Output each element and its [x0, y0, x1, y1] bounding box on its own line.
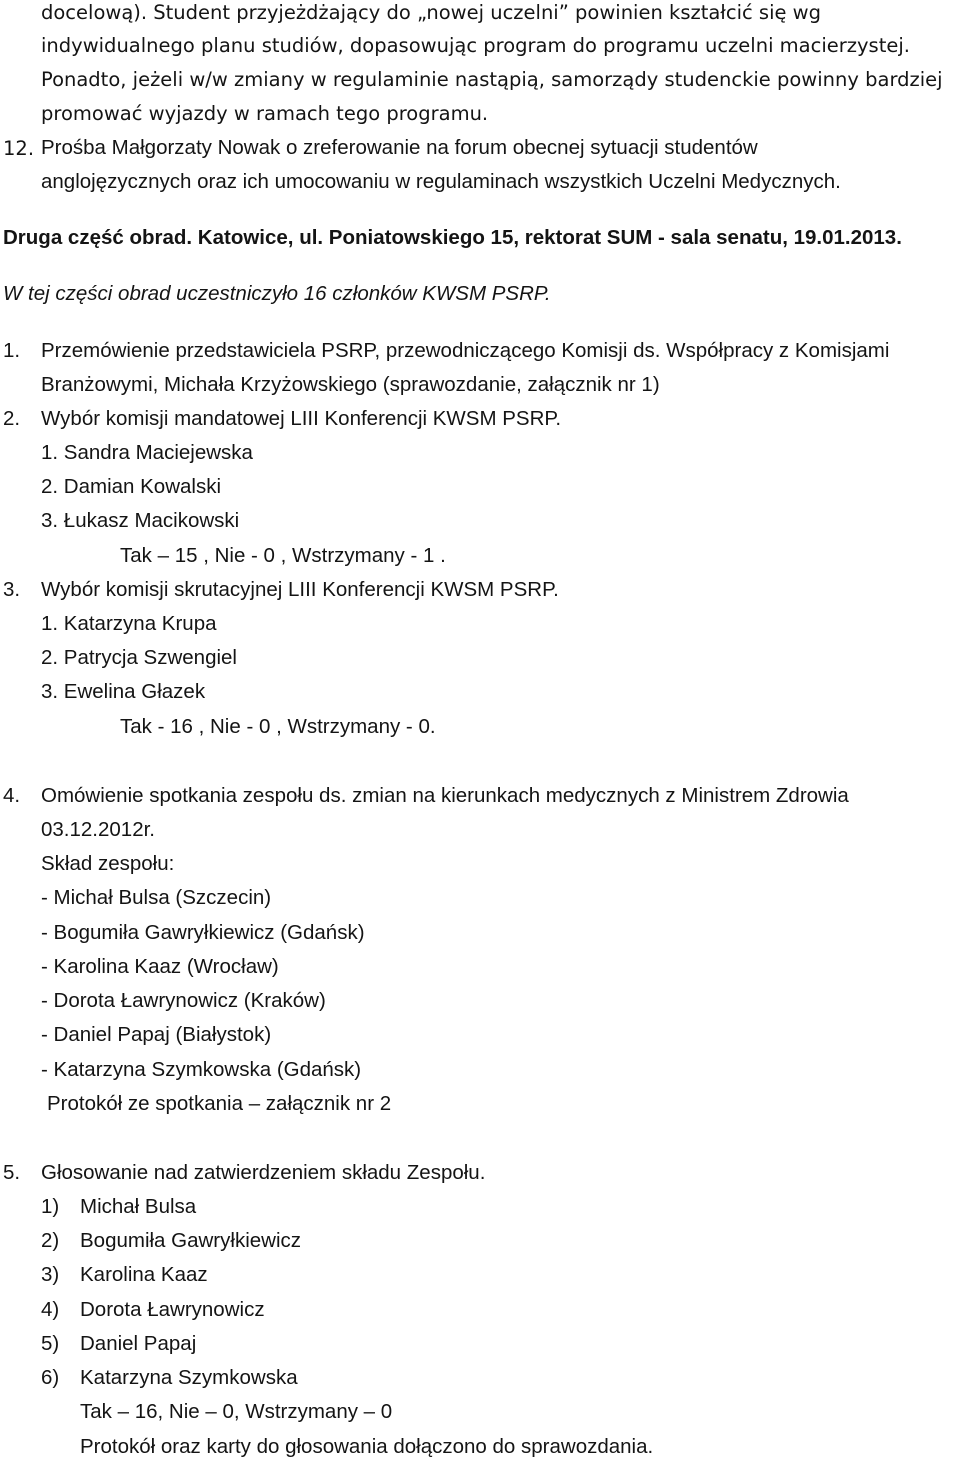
protocol-attachment-note: Protokół ze spotkania – załącznik nr 2	[47, 1092, 392, 1115]
intro-line-3: Ponadto, jeżeli w/w zmiany w regulaminie nastąpią, samorządy studenckie powinny bardziej	[41, 68, 943, 91]
item-2-number: 2.	[3, 407, 21, 430]
vote-member-number: 2)	[41, 1229, 60, 1252]
vote-member-number: 5)	[41, 1332, 60, 1355]
vote-member-number: 1)	[41, 1195, 60, 1218]
mandate-member: 2. Damian Kowalski	[41, 475, 222, 498]
tally-member: 3. Ewelina Głazek	[41, 680, 206, 703]
item-12-line-2: anglojęzycznych oraz ich umocowaniu w regulaminach wszystkich Uczelni Medycznych.	[41, 170, 841, 193]
tally-member: 1. Katarzyna Krupa	[41, 612, 217, 635]
team-member: - Daniel Papaj (Białystok)	[41, 1023, 272, 1046]
intro-line-1: docelową). Student przyjeżdżający do „nowej uczelni” powinien kształcić się wg	[41, 1, 822, 24]
item-5-number: 5.	[3, 1161, 21, 1184]
session-heading: Druga część obrad. Katowice, ul. Poniatowskiego 15, rektorat SUM - sala senatu, 19.01.2013.	[3, 226, 902, 249]
item-1-line-1: Przemówienie przedstawiciela PSRP, przewodniczącego Komisji ds. Współpracy z Komisjami	[41, 339, 890, 362]
vote-member-name: Dorota Ławrynowicz	[80, 1298, 265, 1321]
attendance-note: W tej części obrad uczestniczyło 16 członków KWSM PSRP.	[3, 282, 551, 305]
item-4-line-2: 03.12.2012r.	[41, 818, 155, 841]
vote-member-name: Daniel Papaj	[80, 1332, 197, 1355]
team-member: - Katarzyna Szymkowska (Gdańsk)	[41, 1058, 362, 1081]
mandate-member: 3. Łukasz Macikowski	[41, 509, 240, 532]
item-5-text: Głosowanie nad zatwierdzeniem składu Zespołu.	[41, 1161, 486, 1184]
vote-member-name: Michał Bulsa	[80, 1195, 197, 1218]
item-12-line-1: Prośba Małgorzaty Nowak o zreferowanie na forum obecnej sytuacji studentów	[41, 136, 758, 159]
vote-member-number: 4)	[41, 1298, 60, 1321]
item-3-text: Wybór komisji skrutacyjnej LIII Konferencji KWSM PSRP.	[41, 578, 559, 601]
item-3-number: 3.	[3, 578, 21, 601]
item-1-number: 1.	[3, 339, 21, 362]
mandate-member: 1. Sandra Maciejewska	[41, 441, 253, 464]
vote-member-name: Bogumiła Gawryłkiewicz	[80, 1229, 302, 1252]
vote-member-name: Katarzyna Szymkowska	[80, 1366, 298, 1389]
mandate-vote-result: Tak – 15 , Nie - 0 , Wstrzymany - 1 .	[120, 544, 446, 567]
intro-line-2: indywidualnego planu studiów, dopasowując program do programu uczelni macierzystej.	[41, 34, 910, 57]
team-member: - Bogumiła Gawryłkiewicz (Gdańsk)	[41, 921, 365, 944]
item-4-line-1: Omówienie spotkania zespołu ds. zmian na kierunkach medycznych z Ministrem Zdrowia	[41, 784, 849, 807]
tally-member: 2. Patrycja Szwengiel	[41, 646, 237, 669]
vote-member-name: Karolina Kaaz	[80, 1263, 208, 1286]
team-member: - Karolina Kaaz (Wrocław)	[41, 955, 279, 978]
item-12-number: 12.	[3, 137, 35, 160]
item-2-text: Wybór komisji mandatowej LIII Konferencji KWSM PSRP.	[41, 407, 562, 430]
item-4-number: 4.	[3, 784, 21, 807]
vote-member-number: 6)	[41, 1366, 60, 1389]
tally-vote-result: Tak - 16 , Nie - 0 , Wstrzymany - 0.	[120, 715, 436, 738]
team-member: - Dorota Ławrynowicz (Kraków)	[41, 989, 326, 1012]
vote-member-number: 3)	[41, 1263, 60, 1286]
item-1-line-2: Branżowymi, Michała Krzyżowskiego (sprawozdanie, załącznik nr 1)	[41, 373, 660, 396]
ballots-attached-note: Protokół oraz karty do głosowania dołączono do sprawozdania.	[80, 1435, 654, 1458]
team-vote-result: Tak – 16, Nie – 0, Wstrzymany – 0	[80, 1400, 393, 1423]
intro-line-4: promować wyjazdy w ramach tego programu.	[41, 102, 489, 125]
team-label: Skład zespołu:	[41, 852, 175, 875]
team-member: - Michał Bulsa (Szczecin)	[41, 886, 272, 909]
